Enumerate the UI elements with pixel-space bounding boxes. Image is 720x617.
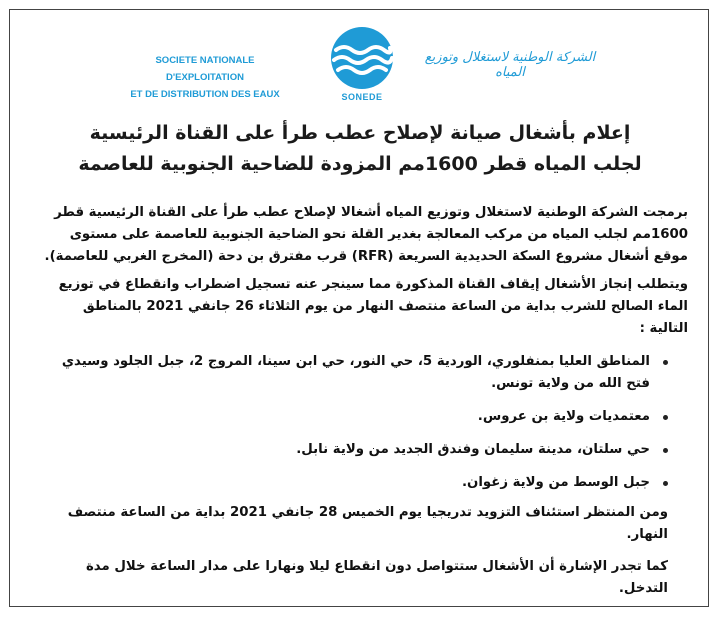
org-name-french-line1: SOCIETE NATIONALE D'EXPLOITATION: [155, 55, 255, 83]
affected-areas-list: [40, 351, 688, 494]
area-text: المناطق العليا بمنفلوري، الوردية 5، حي النور، حي ابن سينا، المروج 2، جبل الجلود وسيدي فتح الله من ولاية تونس.: [61, 354, 650, 391]
water-waves-icon: [312, 24, 412, 92]
paragraph-continuous-work: كما تجدر الإشارة أن الأشغال ستتواصل دون انقطاع ليلا ونهارا على مدار الساعة خلال مدة التدخل.: [85, 559, 668, 596]
title-line1: إعلام بأشغال صيانة لإصلاح عطب طرأ على القناة الرئيسية: [89, 122, 631, 144]
list-item: [40, 351, 688, 395]
title-line2: لجلب المياه قطر 1600مم المزودة للضاحية الجنوبية للعاصمة: [78, 153, 642, 175]
list-item: [40, 439, 688, 461]
paragraph-outage: ويتطلب إنجاز الأشغال إيقاف القناة المذكورة مما سينجر عنه تسجيل اضطراب وانقطاع في توزيع الماء الصالح للشرب بداية من الساعة منتصف النهار من يوم الثلاثاء 26 جانفي 2021 بالمناطق التالية :: [58, 277, 688, 336]
org-name-french-line2: ET DE DISTRIBUTION DES EAUX: [130, 89, 280, 100]
bullet-icon: [663, 481, 668, 486]
area-text: حي سلتان، مدينة سليمان وفندق الجديد من ولاية نابل.: [296, 442, 650, 457]
letterhead: [0, 0, 720, 112]
bullet-icon: [663, 415, 668, 420]
org-name-french: [120, 52, 290, 103]
area-text: جبل الوسط من ولاية زغوان.: [461, 475, 650, 490]
bullet-icon: [663, 448, 668, 453]
sonede-logo: [312, 24, 412, 110]
notice-title: [60, 118, 660, 180]
notice-body: [40, 202, 688, 600]
bullet-icon: [663, 360, 668, 365]
area-text: معتمديات ولاية بن عروس.: [477, 409, 650, 424]
paragraph-resumption: ومن المنتظر استئناف التزويد تدريجيا يوم الخميس 28 جانفي 2021 بداية من الساعة منتصف النهار.: [67, 505, 668, 542]
org-name-arabic: الشركة الوطنية لاستغلال وتوزيع المياه: [424, 50, 596, 80]
paragraph-works-planned: برمجت الشركة الوطنية لاستغلال وتوزيع المياه أشغالا لإصلاح عطب طرأ على القناة الرئيسية قطر 1600مم لجلب المياه من مركب المعالجة بغدير القلة نحو الضاحية الجنوبية للعاصمة على مستوى موقع أشغال مشروع السكة الحديدية السريعة (RFR) قرب مفترق بن دحة (المخرج الغربي للعاصمة).: [44, 205, 688, 264]
list-item: [40, 406, 688, 428]
logo-wordmark: SONEDE: [341, 92, 383, 102]
list-item: [40, 472, 688, 494]
